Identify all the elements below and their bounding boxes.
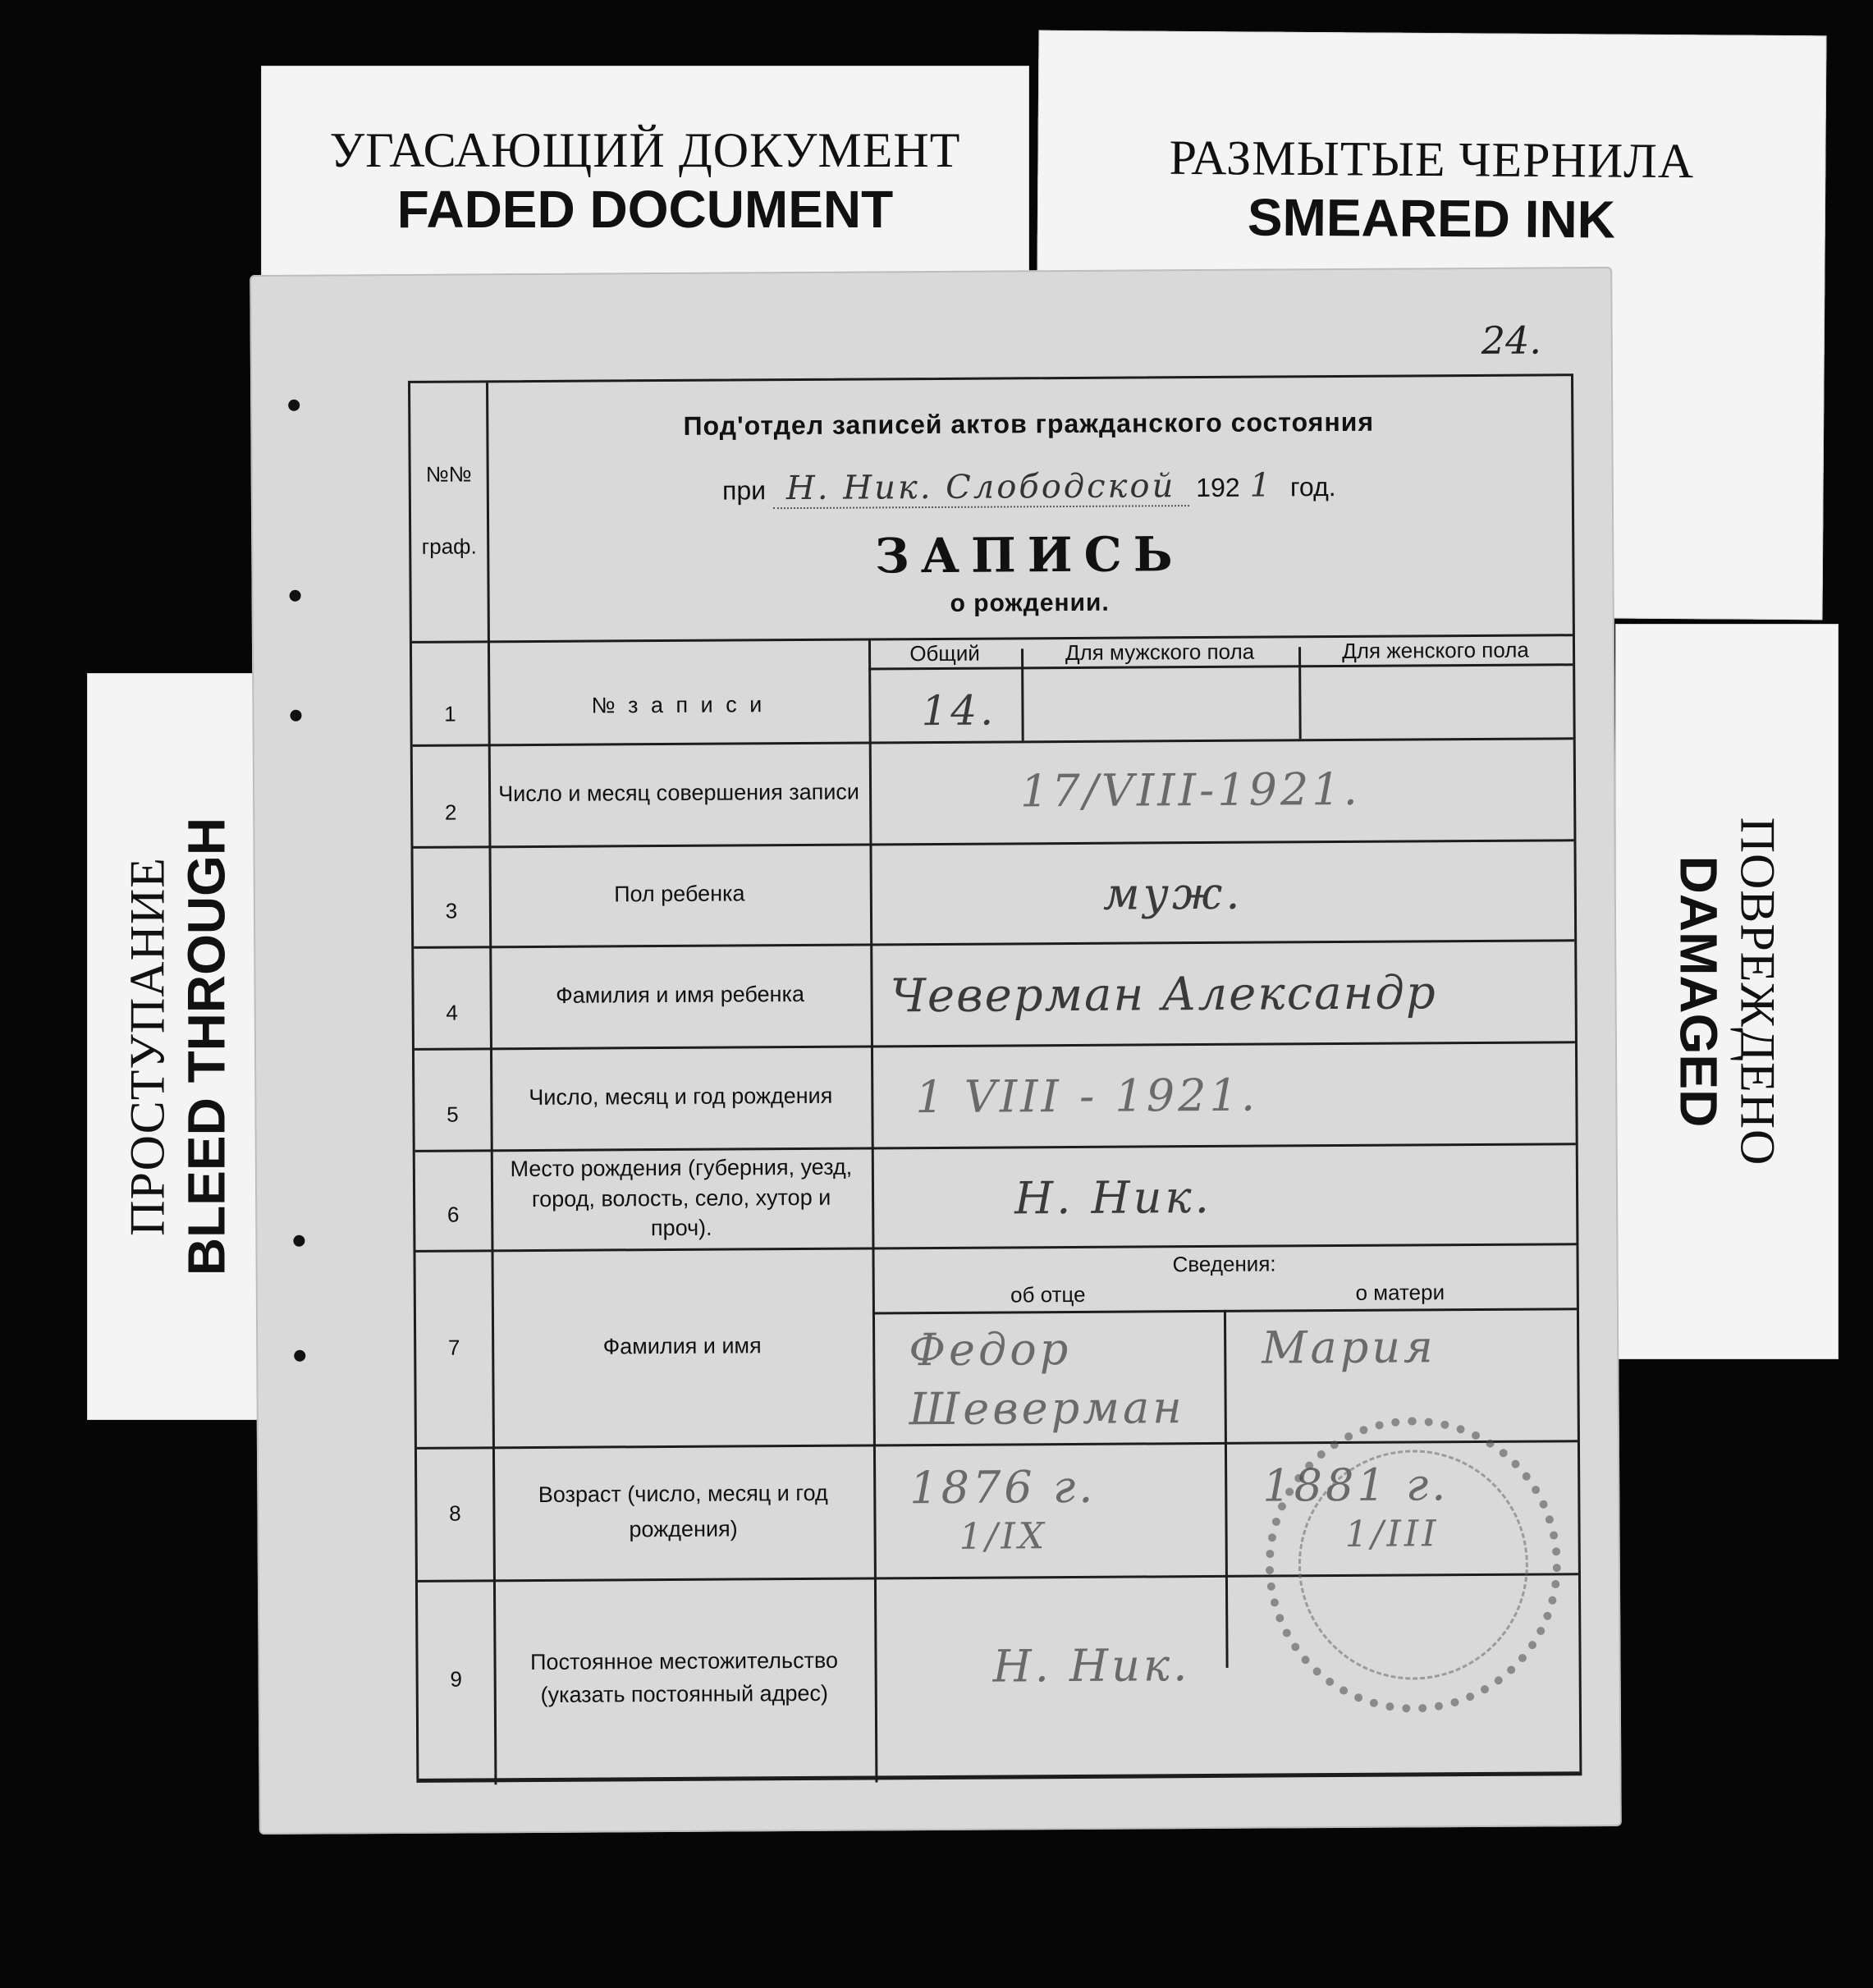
father-header: об отце	[1010, 1281, 1086, 1308]
bleed-label-en: BLEED THROUGH	[176, 817, 236, 1276]
punch-hole	[290, 710, 301, 721]
official-stamp	[1265, 1416, 1562, 1713]
faded-label-en: FADED DOCUMENT	[396, 179, 894, 239]
form-subtitle: о рождении.	[950, 589, 1110, 617]
birth-place-value: Н. Ник.	[1014, 1170, 1213, 1225]
row-label: Место рождения (губерния, уезд, город, волость, село, хутор и проч).	[510, 1154, 853, 1241]
row-label: Фамилия и имя ребенка	[556, 982, 805, 1009]
row-number: 4	[446, 1000, 459, 1025]
year-prefix: 192	[1196, 472, 1240, 503]
header-male: Для мужского пола	[1065, 639, 1255, 666]
damaged-label-ru: ПОВРЕЖДЕНО	[1730, 817, 1785, 1166]
col-header-nn: №№	[425, 461, 472, 487]
mother-birth-extra: 1/III	[1344, 1513, 1440, 1555]
info-header: Сведения:	[1172, 1251, 1276, 1277]
row-number: 8	[449, 1500, 461, 1526]
row-label: Фамилия и имя	[602, 1333, 762, 1359]
bleed-through-label	[87, 673, 269, 1420]
row-number: 6	[446, 1202, 460, 1227]
birth-record-sheet	[250, 267, 1622, 1835]
row-label: Возраст (число, месяц и год рождения)	[538, 1480, 828, 1542]
page-number: 24.	[1481, 318, 1542, 363]
punch-hole	[288, 400, 300, 411]
father-birth-year: 1876 г.	[909, 1460, 1097, 1514]
smeared-label-en: SMEARED INK	[1247, 187, 1616, 250]
pri-word: при	[721, 475, 767, 506]
child-name-value: Чеверман Александр	[890, 966, 1437, 1024]
row-number: 2	[444, 799, 457, 825]
bleed-label-ru: ПРОСТУПАНИЕ	[120, 857, 175, 1236]
smeared-label-ru: РАЗМЫТЫЕ ЧЕРНИЛА	[1169, 130, 1695, 189]
mother-header: о матери	[1355, 1280, 1445, 1305]
punch-hole	[294, 1350, 305, 1362]
sex-value: муж.	[1102, 867, 1243, 920]
row-number: 5	[446, 1102, 459, 1127]
row-label: Число и месяц совершения записи	[498, 779, 860, 807]
mother-first-name: Мария	[1262, 1321, 1437, 1374]
faded-label-ru: УГАСАЮЩИЙ ДОКУМЕНТ	[329, 122, 961, 177]
year-word: год.	[1289, 472, 1336, 502]
header-female: Для женского пола	[1342, 637, 1529, 663]
birth-date-value: 1 VIII - 1921.	[915, 1069, 1259, 1124]
residence-value: Н. Ник.	[992, 1639, 1191, 1693]
father-last-name: Шеверман	[909, 1381, 1185, 1436]
row-number: 7	[447, 1335, 460, 1360]
punch-hole	[293, 1235, 305, 1247]
punch-hole	[290, 590, 301, 602]
damaged-label	[1615, 624, 1839, 1359]
father-first-name: Федор	[909, 1322, 1072, 1376]
row-number: 1	[444, 701, 456, 726]
row-label: Постоянное местожительство (указать постоянный адрес)	[529, 1647, 839, 1707]
form-title: ЗАПИСЬ	[874, 526, 1184, 584]
year-suffix: 1	[1249, 466, 1274, 505]
header-total: Общий	[909, 640, 980, 666]
row-label: Число, месяц и год рождения	[529, 1083, 833, 1111]
row-number: 3	[445, 898, 458, 923]
faded-document-label	[261, 66, 1029, 287]
row-number: 9	[450, 1666, 462, 1692]
damaged-label-en: DAMAGED	[1669, 855, 1729, 1128]
registry-office-line	[487, 465, 1572, 511]
col-header-graf: граф.	[421, 534, 477, 559]
record-total-value: 14.	[921, 686, 997, 735]
record-date-value: 17/VIII-1921.	[1019, 763, 1361, 818]
row-label: Пол ребенка	[614, 881, 745, 907]
mother-birth-year: 1881 г.	[1262, 1459, 1449, 1512]
office-handwritten: Н. Ник. Слободской	[785, 467, 1176, 508]
father-birth-extra: 1/IX	[959, 1515, 1048, 1558]
row-label: № з а п и с и	[591, 692, 766, 718]
department-title: Под'отдел записей актов гражданского состояния	[683, 406, 1375, 441]
